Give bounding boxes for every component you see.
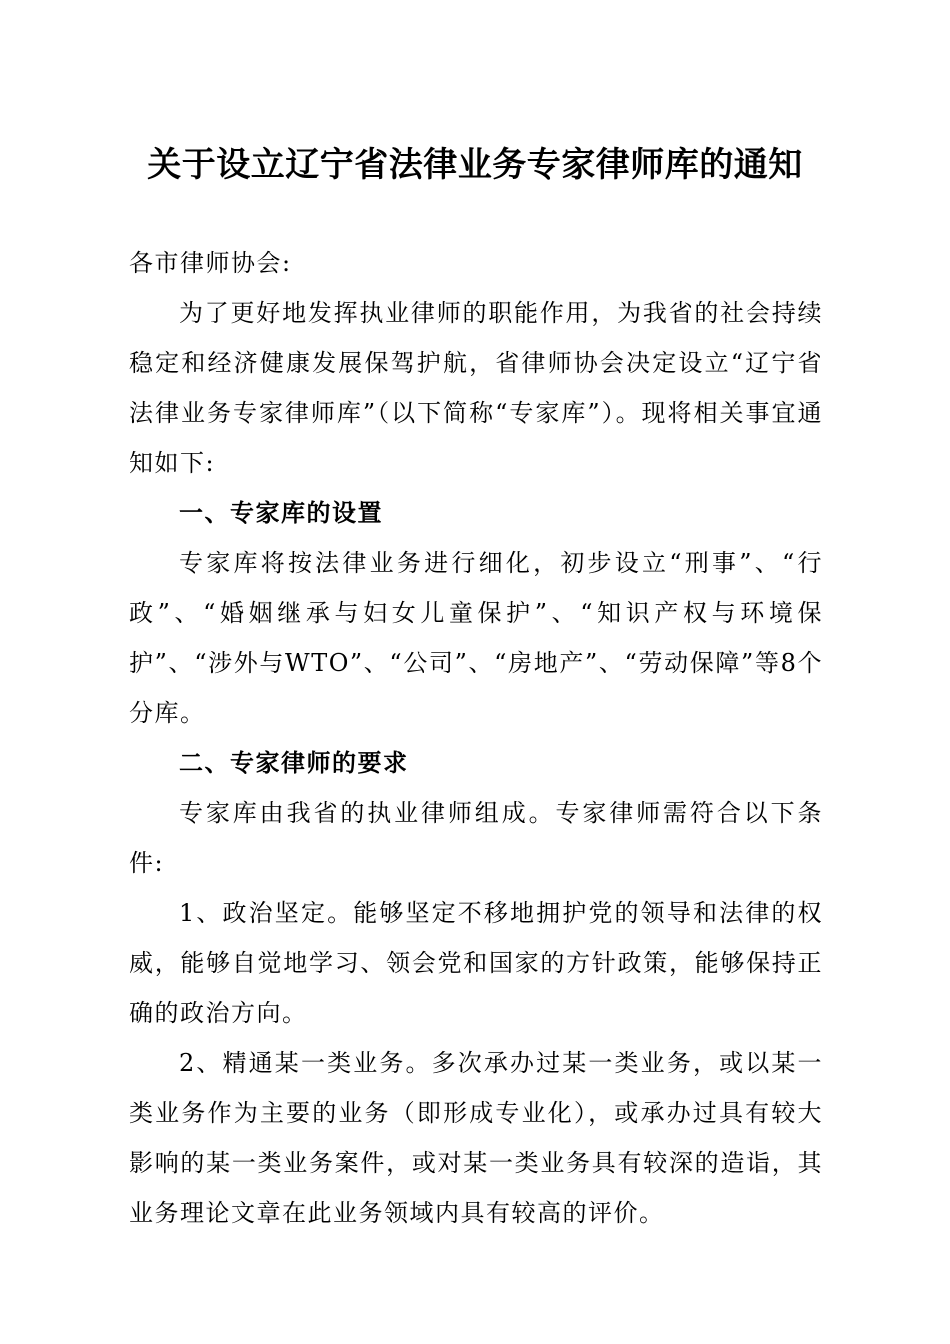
intro-paragraph: 为了更好地发挥执业律师的职能作用，为我省的社会持续稳定和经济健康发展保驾护航，省律师协会决定设立“辽宁省法律业务专家律师库”（以下简称“专家库”）。现将相关事宜通知如下: [129, 299, 823, 477]
section-2-heading: 二、专家律师的要求 [179, 748, 409, 777]
section-2-intro: 专家库由我省的执业律师组成。专家律师需符合以下条件: [129, 799, 823, 877]
condition-2-paragraph: 2、精通某一类业务。多次承办过某一类业务，或以某一类业务作为主要的业务（即形成专业化），或承办过具有较大影响的某一类业务案件，或对某一类业务具有较深的造诣，其业务理论文章在此业务领域内具有较高的评价。 [129, 1049, 823, 1227]
document-body [129, 238, 823, 1238]
section-1-heading: 一、专家库的设置 [179, 498, 383, 527]
salutation: 各市律师协会: [129, 249, 292, 277]
section-1-paragraph: 专家库将按法律业务进行细化，初步设立“刑事”、“行政”、“婚姻继承与妇女儿童保护”、“知识产权与环境保护”、“涉外与WTO”、“公司”、“房地产”、“劳动保障”等8个分库。 [129, 549, 823, 727]
document-title: 关于设立辽宁省法律业务专家律师库的通知 [147, 145, 803, 185]
condition-1-paragraph: 1、政治坚定。能够坚定不移地拥护党的领导和法律的权威，能够自觉地学习、领会党和国家的方针政策，能够保持正确的政治方向。 [129, 899, 823, 1027]
